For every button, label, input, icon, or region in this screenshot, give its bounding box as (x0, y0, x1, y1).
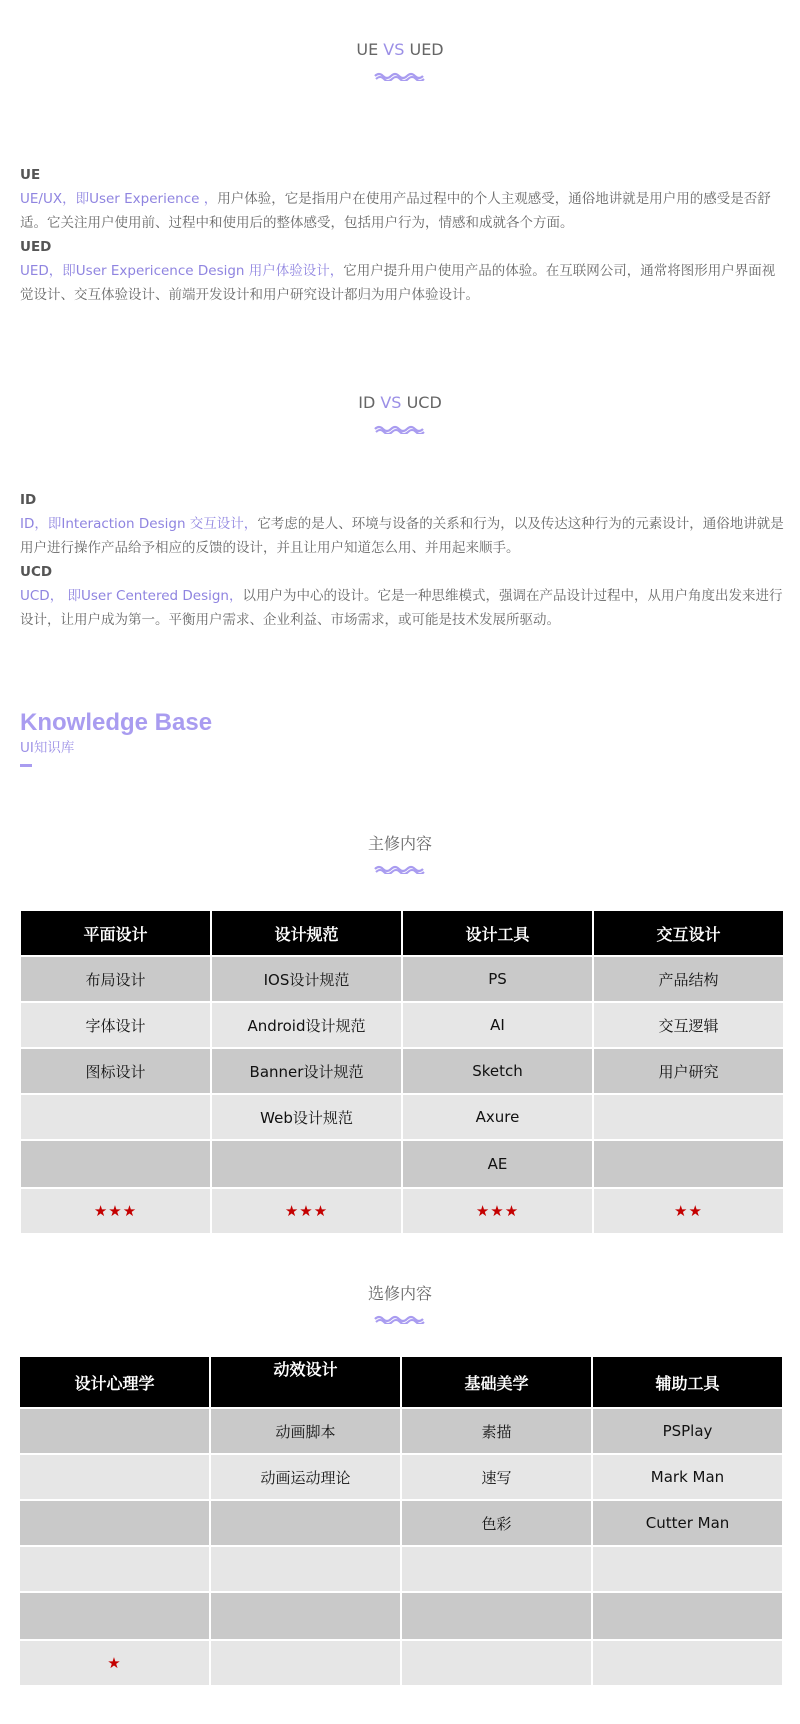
table-cell: PS (402, 956, 593, 1002)
id-ucd-body (20, 488, 784, 632)
knowledge-base-subtitle: UI知识库 (20, 740, 75, 756)
table-cell (19, 1592, 210, 1640)
title-left: ID (358, 393, 376, 412)
table-row (20, 956, 784, 1002)
table-row (19, 1500, 783, 1546)
table-header: 平面设计 (20, 910, 211, 956)
table-header: 交互设计 (593, 910, 784, 956)
table-cell (401, 1592, 592, 1640)
star-rating-icon: ★★ (593, 1188, 784, 1234)
title-right: UCD (406, 393, 442, 412)
wave-divider-icon (374, 864, 426, 874)
table-cell: AE (402, 1140, 593, 1188)
id-term: ID (20, 492, 37, 508)
table-cell (210, 1500, 401, 1546)
wave-divider-icon (374, 71, 426, 81)
table-cell: 产品结构 (593, 956, 784, 1002)
table-header: 设计规范 (211, 910, 402, 956)
ue-highlight: UE/UX，即User Experience ， (20, 191, 218, 207)
table-cell: Sketch (402, 1048, 593, 1094)
star-rating-icon (592, 1640, 783, 1686)
table-cell: 交互逻辑 (593, 1002, 784, 1048)
table-row (20, 1048, 784, 1094)
table-cell: Cutter Man (592, 1500, 783, 1546)
table-cell: 动画运动理论 (210, 1454, 401, 1500)
star-rating-icon: ★ (19, 1640, 210, 1686)
table-row (20, 1094, 784, 1140)
elective-table (18, 1355, 784, 1687)
table-row (19, 1454, 783, 1500)
elective-header-row (19, 1356, 783, 1408)
table-cell (211, 1140, 402, 1188)
star-rating-icon: ★★★ (402, 1188, 593, 1234)
star-rating-icon (210, 1640, 401, 1686)
section-title-ue-vs-ued (0, 39, 800, 61)
table-cell: 布局设计 (20, 956, 211, 1002)
ued-highlight: UED，即User Expericence Design 用户体验设计， (20, 263, 344, 279)
ue-definition (20, 191, 771, 231)
table-header: 辅助工具 (592, 1356, 783, 1408)
title-right: UED (409, 40, 444, 59)
ued-definition (20, 263, 775, 303)
ue-ued-body (20, 163, 784, 307)
section-title-id-vs-ucd (0, 392, 800, 414)
title-left: UE (356, 40, 379, 59)
table-cell (210, 1546, 401, 1592)
knowledge-base-title: Knowledge Base (20, 709, 213, 736)
table-cell: Axure (402, 1094, 593, 1140)
table-cell: Mark Man (592, 1454, 783, 1500)
table-row (19, 1592, 783, 1640)
table-cell: PSPlay (592, 1408, 783, 1454)
wave-divider-icon (374, 424, 426, 434)
table-cell (20, 1140, 211, 1188)
title-vs: VS (380, 393, 402, 412)
ucd-highlight: UCD， 即User Centered Design， (20, 588, 243, 604)
star-rating-icon: ★★★ (20, 1188, 211, 1234)
table-cell (593, 1140, 784, 1188)
table-cell: 色彩 (401, 1500, 592, 1546)
table-header: 动效设计 (210, 1356, 401, 1408)
table-cell (19, 1454, 210, 1500)
id-highlight: ID，即Interaction Design 交互设计， (20, 516, 258, 532)
table-cell (19, 1408, 210, 1454)
table-cell: IOS设计规范 (211, 956, 402, 1002)
ue-term: UE (20, 167, 41, 183)
table-cell (19, 1500, 210, 1546)
table-cell: 字体设计 (20, 1002, 211, 1048)
table-row (20, 1002, 784, 1048)
required-title: 主修内容 (367, 834, 432, 853)
wave-divider-icon (374, 1314, 426, 1324)
rating-row (20, 1188, 784, 1234)
table-row (20, 1140, 784, 1188)
ued-text: 它用户提升用户使用产品的体验。在互联网公司，通常将图形用户界面视觉设计、交互体验设计、前端开发设计和用户研究设计都归为用户体验设计。 (20, 263, 776, 303)
table-cell: 素描 (401, 1408, 592, 1454)
table-cell: Android设计规范 (211, 1002, 402, 1048)
ue-text: 用户体验，它是指用户在使用产品过程中的个人主观感受，通俗地讲就是用户用的感受是否舒适。它关注用户使用前、过程中和使用后的整体感受，包括用户行为，情感和成就各个方面。 (20, 191, 771, 231)
table-cell: 图标设计 (20, 1048, 211, 1094)
required-header-row (20, 910, 784, 956)
star-rating-icon: ★★★ (211, 1188, 402, 1234)
table-cell (592, 1592, 783, 1640)
table-cell: Banner设计规范 (211, 1048, 402, 1094)
table-cell: AI (402, 1002, 593, 1048)
table-row (19, 1546, 783, 1592)
table-header: 设计心理学 (19, 1356, 210, 1408)
elective-title: 选修内容 (367, 1284, 432, 1303)
ucd-text: 以用户为中心的设计。它是一种思维模式，强调在产品设计过程中，从用户角度出发来进行设计，让用户成为第一。平衡用户需求、企业利益、市场需求，或可能是技术发展所驱动。 (20, 588, 783, 628)
ucd-definition (20, 588, 782, 628)
required-table (19, 909, 785, 1235)
ucd-term: UCD (20, 564, 53, 580)
knowledge-base-underline (20, 764, 32, 767)
table-cell: Web设计规范 (211, 1094, 402, 1140)
table-cell (20, 1094, 211, 1140)
table-cell (19, 1546, 210, 1592)
ued-term: UED (20, 239, 52, 255)
table-row (19, 1408, 783, 1454)
table-header: 基础美学 (401, 1356, 592, 1408)
table-cell (593, 1094, 784, 1140)
table-cell (592, 1546, 783, 1592)
table-header: 设计工具 (402, 910, 593, 956)
title-vs: VS (383, 40, 405, 59)
id-definition (20, 516, 784, 556)
table-cell: 速写 (401, 1454, 592, 1500)
table-cell: 动画脚本 (210, 1408, 401, 1454)
table-cell (401, 1546, 592, 1592)
table-cell: 用户研究 (593, 1048, 784, 1094)
rating-row (19, 1640, 783, 1686)
table-cell (210, 1592, 401, 1640)
star-rating-icon (401, 1640, 592, 1686)
id-text: 它考虑的是人、环境与设备的关系和行为，以及传达这种行为的元素设计，通俗地讲就是用户进行操作产品给予相应的反馈的设计，并且让用户知道怎么用、并用起来顺手。 (20, 516, 784, 556)
